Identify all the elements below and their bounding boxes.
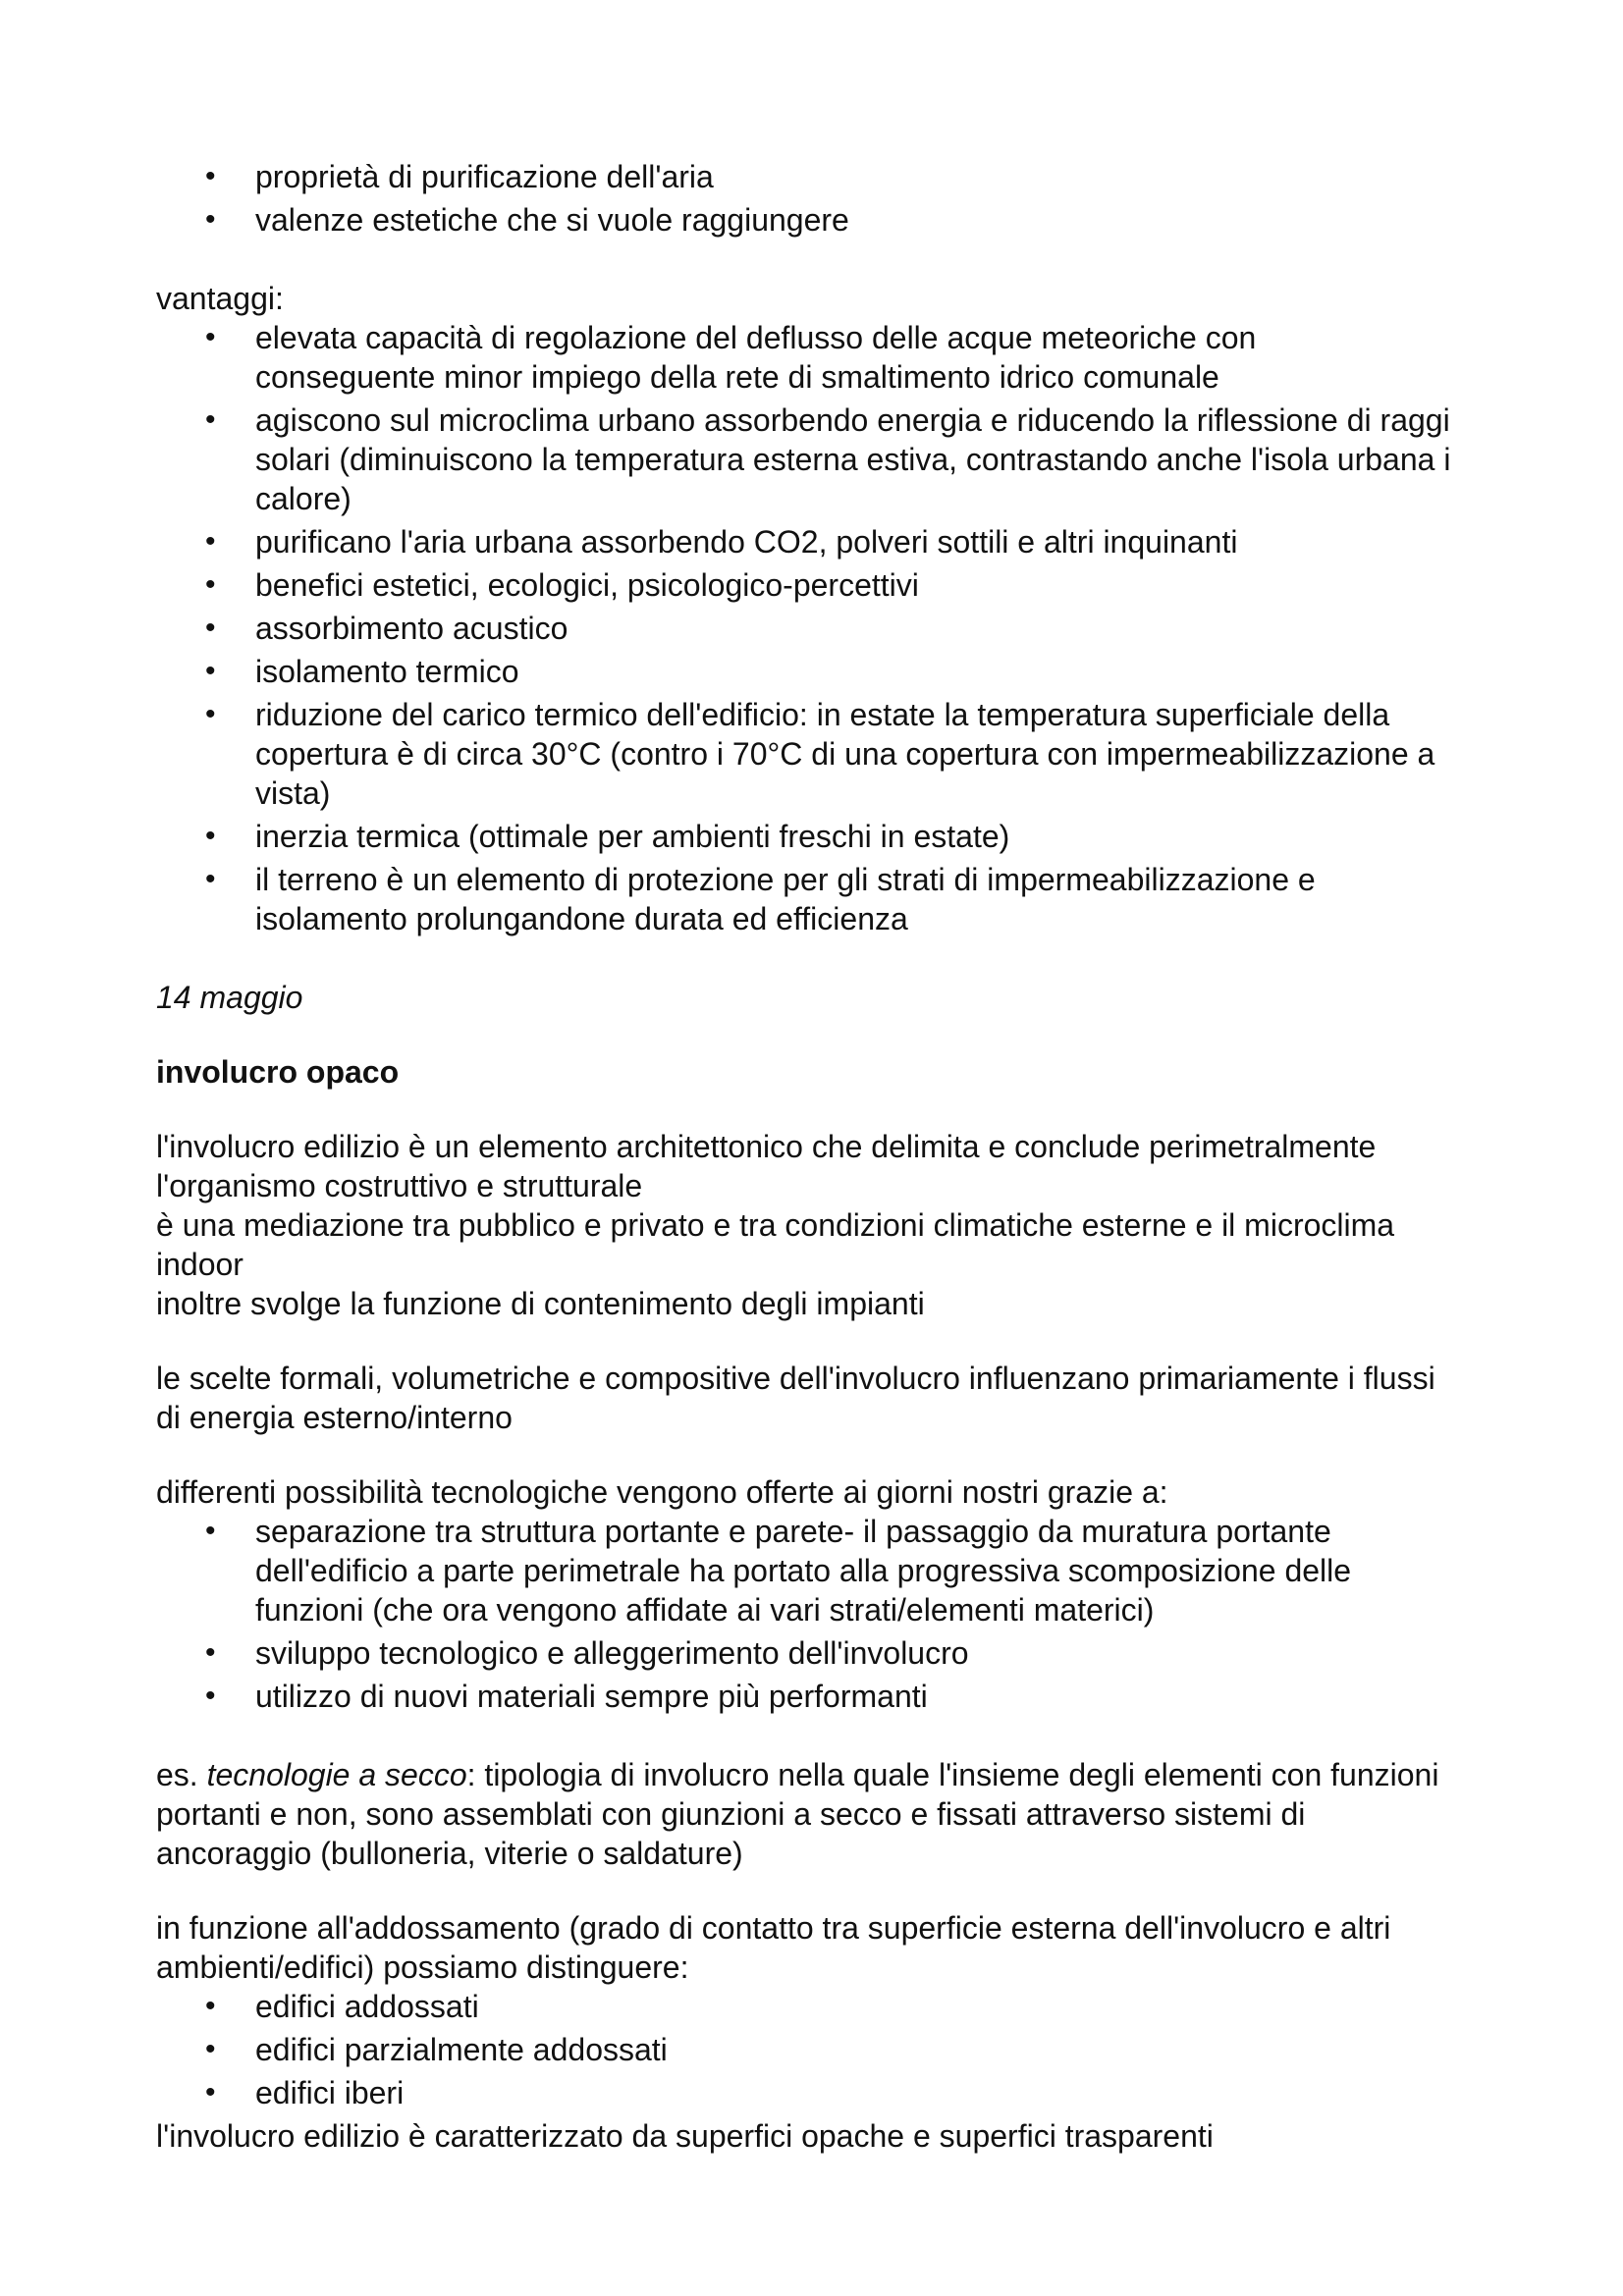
list-item: • agiscono sul microclima urbano assorbendo energia e riducendo la riflessione di raggi solari (diminuiscono la temperatura esterna estiva, contrastando anche l'isola urbana i calore) [156, 400, 1463, 518]
secco-text: : tipologia di involucro nella quale l'insieme degli elementi con funzioni portanti e non, sono assemblati con giunzioni a secco e fissati attraverso sistemi di ancoraggio (bulloneria, viterie o saldature) [156, 1757, 1439, 1871]
date-heading: 14 maggio [156, 980, 303, 1015]
top-bullet-list [156, 157, 1285, 240]
list-item: • purificano l'aria urbana assorbendo CO2, polveri sottili e altri inquinanti [156, 522, 1531, 561]
list-item: • separazione tra struttura portante e parete- il passaggio da muratura portante dell'edificio a parte perimetrale ha portato alla progressiva scomposizione delle funzioni (che ora vengono affidate ai vari strati/elementi materici) [156, 1512, 1384, 1629]
vantaggi-label: vantaggi: [156, 281, 284, 316]
addossamento-intro: in funzione all'addossamento (grado di contatto tra superficie esterna dell'involucro e altri ambienti/edifici) possiamo distinguere: [156, 1910, 1391, 1985]
list-item: • edifici addossati [156, 1987, 1482, 2026]
possibilita-intro: differenti possibilità tecnologiche vengono offerte ai giorni nostri grazie a: [156, 1474, 1168, 1510]
paragraph-line: l'involucro edilizio è un elemento architettonico che delimita e conclude perimetralmente l'organismo costruttivo e strutturale [156, 1129, 1377, 1203]
list-item: • isolamento termico [156, 652, 1531, 691]
paragraph-line: inoltre svolge la funzione di contenimento degli impianti [156, 1286, 925, 1321]
vantaggi-list [156, 318, 1531, 938]
list-item: • assorbimento acustico [156, 609, 1531, 648]
list-item: • utilizzo di nuovi materiali sempre più performanti [156, 1677, 1482, 1716]
list-item: • il terreno è un elemento di protezione per gli strati di impermeabilizzazione e isolamento prolungandone durata ed efficienza [156, 860, 1384, 938]
secco-prefix: es. [156, 1757, 207, 1792]
document-page [156, 157, 1482, 2156]
list-item: • edifici iberi [156, 2073, 1482, 2112]
list-item: • benefici estetici, ecologici, psicologico-percettivi [156, 565, 1531, 605]
secco-term: tecnologie a secco [206, 1757, 467, 1792]
final-line: l'involucro edilizio è caratterizzato da superfici opache e superfici trasparenti [156, 2118, 1214, 2154]
list-item: • edifici parzialmente addossati [156, 2030, 1482, 2069]
list-item: • sviluppo tecnologico e alleggerimento dell'involucro [156, 1633, 1482, 1673]
section-title: involucro opaco [156, 1054, 400, 1090]
list-item: • riduzione del carico termico dell'edificio: in estate la temperatura superficiale della copertura è di circa 30°C (contro i 70°C di una copertura con impermeabilizzazione a vista) [156, 695, 1483, 813]
secco-paragraph [156, 1755, 1462, 1873]
list-item: • inerzia termica (ottimale per ambienti freschi in estate) [156, 817, 1531, 856]
paragraph-line: è una mediazione tra pubblico e privato e tra condizioni climatiche esterne e il microclima indoor [156, 1207, 1395, 1282]
list-item: • elevata capacità di regolazione del deflusso delle acque meteoriche con conseguente minor impiego della rete di smaltimento idrico comunale [156, 318, 1384, 397]
paragraph: le scelte formali, volumetriche e compositive dell'involucro influenzano primariamente i flussi di energia esterno/interno [156, 1361, 1435, 1435]
possibilita-list [156, 1512, 1482, 1716]
list-item: • proprietà di purificazione dell'aria [156, 157, 1285, 196]
addossamento-list [156, 1987, 1482, 2112]
list-item: • valenze estetiche che si vuole raggiungere [156, 200, 1285, 240]
